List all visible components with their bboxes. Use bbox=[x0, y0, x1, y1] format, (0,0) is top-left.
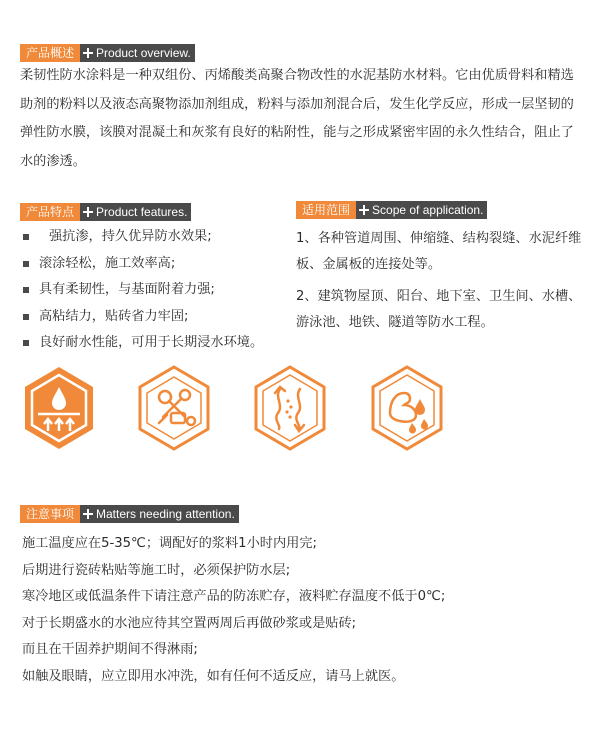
note-item: 寒冷地区或低温条件下请注意产品的防冻贮存，液料贮存温度不低于0℃; bbox=[22, 589, 446, 604]
overview-text: 柔韧性防水涂料是一种双组份、丙烯酸类高聚合物改性的水泥基防水材料。它由优质骨料和精选助剂的粉料以及液态高聚物添加剂组成，粉料与添加剂混合后，发生化学反应，形成一层坚韧的弹性防水膜，该膜对混凝土和灰浆有良好的粘附性，能与之形成紧密牢固的永久性结合，阻止了水的渗透。 bbox=[20, 68, 574, 169]
feature-item: 具有柔韧性，与基面附着力强; bbox=[22, 277, 282, 304]
notes-list bbox=[22, 531, 582, 690]
features-list bbox=[22, 224, 282, 357]
feature-item: 高粘结力，贴砖省力牢固; bbox=[22, 304, 282, 331]
construction-tools-icon bbox=[137, 365, 211, 451]
scope-tag-cn: 适用范围 bbox=[296, 201, 356, 219]
scope-section-tag bbox=[296, 201, 487, 219]
note-item: 后期进行瓷砖粘贴等施工时，必须保护防水层; bbox=[22, 562, 291, 578]
plus-icon bbox=[80, 203, 96, 221]
note-item: 而且在干固养护期间不得淋雨; bbox=[22, 642, 198, 657]
overview-tag-cn: 产品概述 bbox=[20, 44, 80, 62]
flexibility-icon bbox=[253, 365, 327, 451]
waterproof-icon bbox=[22, 365, 96, 451]
bullet-icon bbox=[23, 234, 29, 240]
note-item: 如触及眼睛，应立即用水冲洗，如有任何不适反应，请马上就医。 bbox=[22, 668, 405, 684]
overview-section-tag bbox=[20, 44, 195, 62]
features-tag-cn: 产品特点 bbox=[20, 203, 80, 221]
overview-tag-en: Product overview. bbox=[96, 46, 191, 60]
feature-item: 良好耐水性能，可用于长期浸水环境。 bbox=[22, 330, 282, 357]
scope-tag-en: Scope of application. bbox=[372, 203, 484, 217]
bullet-icon bbox=[23, 261, 29, 267]
features-tag-en: Product features. bbox=[96, 205, 188, 219]
bullet-icon bbox=[23, 287, 29, 293]
note-item: 对于长期盛水的水池应待其空置两周后再做砂浆或是贴砖; bbox=[22, 615, 357, 631]
scope-list bbox=[296, 226, 586, 342]
plus-icon bbox=[356, 201, 372, 219]
note-item: 施工温度应在5-35℃；调配好的浆料1小时内用完; bbox=[22, 536, 317, 551]
plus-icon bbox=[80, 505, 96, 523]
features-section-tag bbox=[20, 203, 191, 221]
feature-item: 滚涂轻松，施工效率高; bbox=[22, 251, 282, 278]
plus-icon bbox=[80, 44, 96, 62]
feature-item: 强抗渗，持久优异防水效果; bbox=[22, 224, 282, 251]
notes-tag-cn: 注意事项 bbox=[20, 505, 80, 523]
bullet-icon bbox=[23, 340, 29, 346]
scope-item: 1、各种管道周围、伸缩缝、结构裂缝、水泥纤维板、金属板的连接处等。 bbox=[296, 231, 582, 272]
notes-section-tag bbox=[20, 505, 239, 523]
scope-item: 2、建筑物屋顶、阳台、地下室、卫生间、水槽、游泳池、地铁、隧道等防水工程。 bbox=[296, 289, 582, 330]
feature-icons-row bbox=[20, 365, 560, 455]
bullet-icon bbox=[23, 314, 29, 320]
strength-water-icon bbox=[370, 365, 444, 451]
notes-tag-en: Matters needing attention. bbox=[96, 507, 235, 521]
